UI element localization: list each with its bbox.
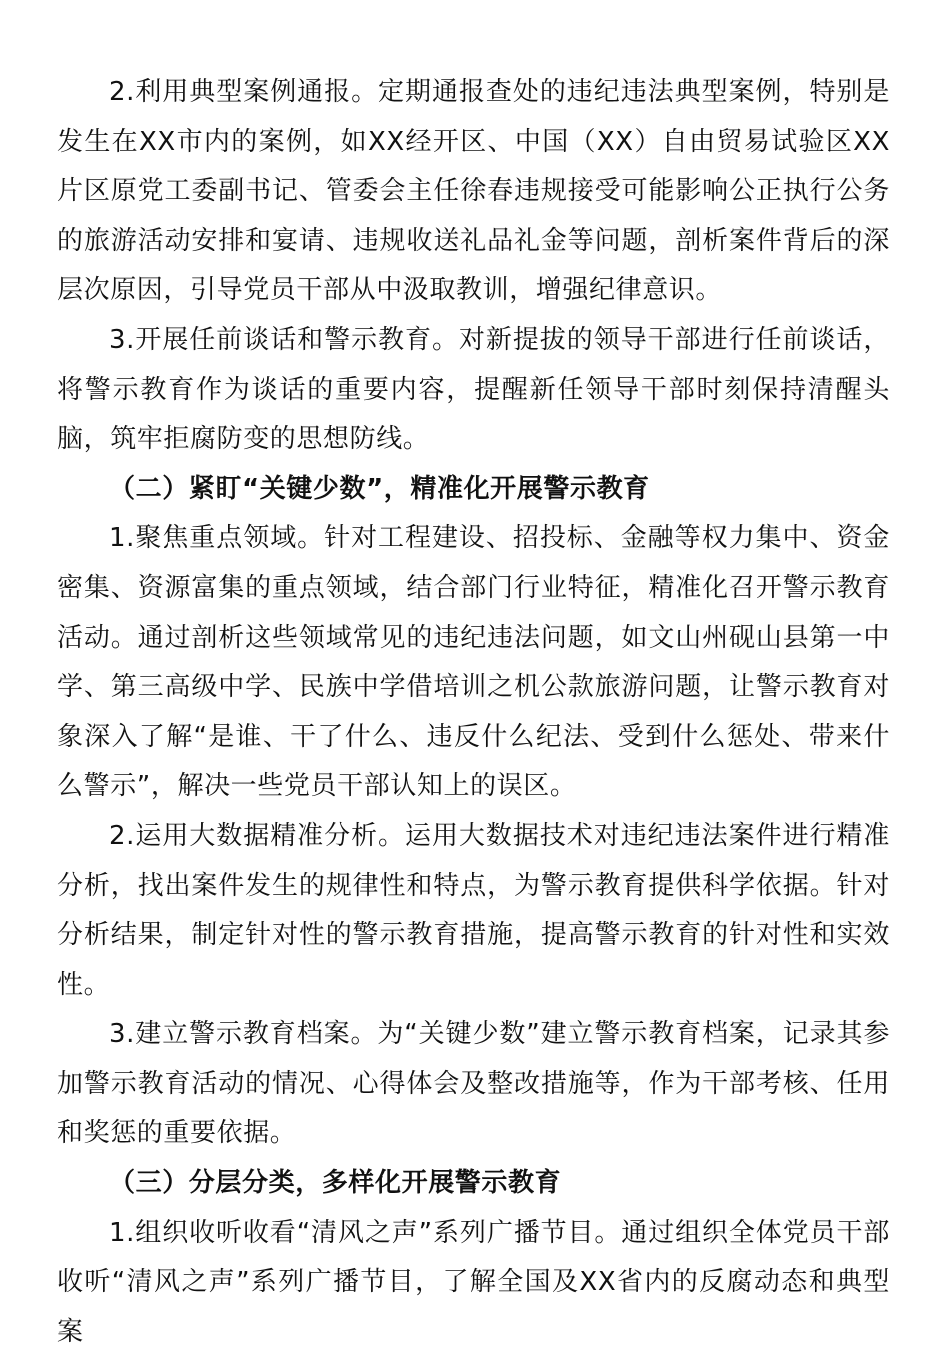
paragraph-3-pre-appointment-talk: 3.开展任前谈话和警示教育。对新提拔的领导干部进行任前谈话，将警示教育作为谈话的重要内容，提醒新任领导干部时刻保持清醒头脑，筑牢拒腐防变的思想防线。 — [57, 324, 890, 455]
paragraph-2-typical-cases: 2.利用典型案例通报。定期通报查处的违纪违法典型案例，特别是发生在XX市内的案例，如XX经开区、中国（XX）自由贸易试验区XX片区原党工委副书记、管委会主任徐春违规接受可能影响公正执行公务的旅游活动安排和宴请、违规收送礼品礼金等问题，剖析案件背后的深层次原因，引导党员干部从中汲取教训，增强纪律意识。 — [57, 77, 890, 306]
section-heading-3: （三）分层分类，多样化开展警示教育 — [109, 1168, 562, 1199]
paragraph-archives: 3.建立警示教育档案。为“关键少数”建立警示教育档案，记录其参加警示教育活动的情况、心得体会及整改措施等，作为干部考核、任用和奖惩的重要依据。 — [57, 1019, 890, 1149]
paragraph-big-data: 2.运用大数据精准分析。运用大数据技术对违纪违法案件进行精准分析，找出案件发生的规律性和特点，为警示教育提供科学依据。针对分析结果，制定针对性的警示教育措施，提高警示教育的针对性和实效性。 — [57, 820, 890, 1000]
paragraph-key-areas: 1.聚焦重点领域。针对工程建设、招投标、金融等权力集中、资金密集、资源富集的重点领域，结合部门行业特征，精准化召开警示教育活动。通过剖析这些领域常见的违纪违法问题，如文山州砚山县第一中学、第三高级中学、民族中学借培训之机公款旅游问题，让警示教育对象深入了解“是谁、干了什么、违反什么纪法、受到什么惩处、带来什么警示”，解决一些党员干部认知上的误区。 — [57, 523, 890, 802]
paragraph-broadcast: 1.组织收听收看“清风之声”系列广播节目。通过组织全体党员干部收听“清风之声”系列广播节目，了解全国及XX省内的反腐动态和典型案 — [57, 1217, 890, 1347]
document-page — [57, 68, 890, 1357]
section-heading-2: （二）紧盯“关键少数”，精准化开展警示教育 — [109, 473, 650, 504]
